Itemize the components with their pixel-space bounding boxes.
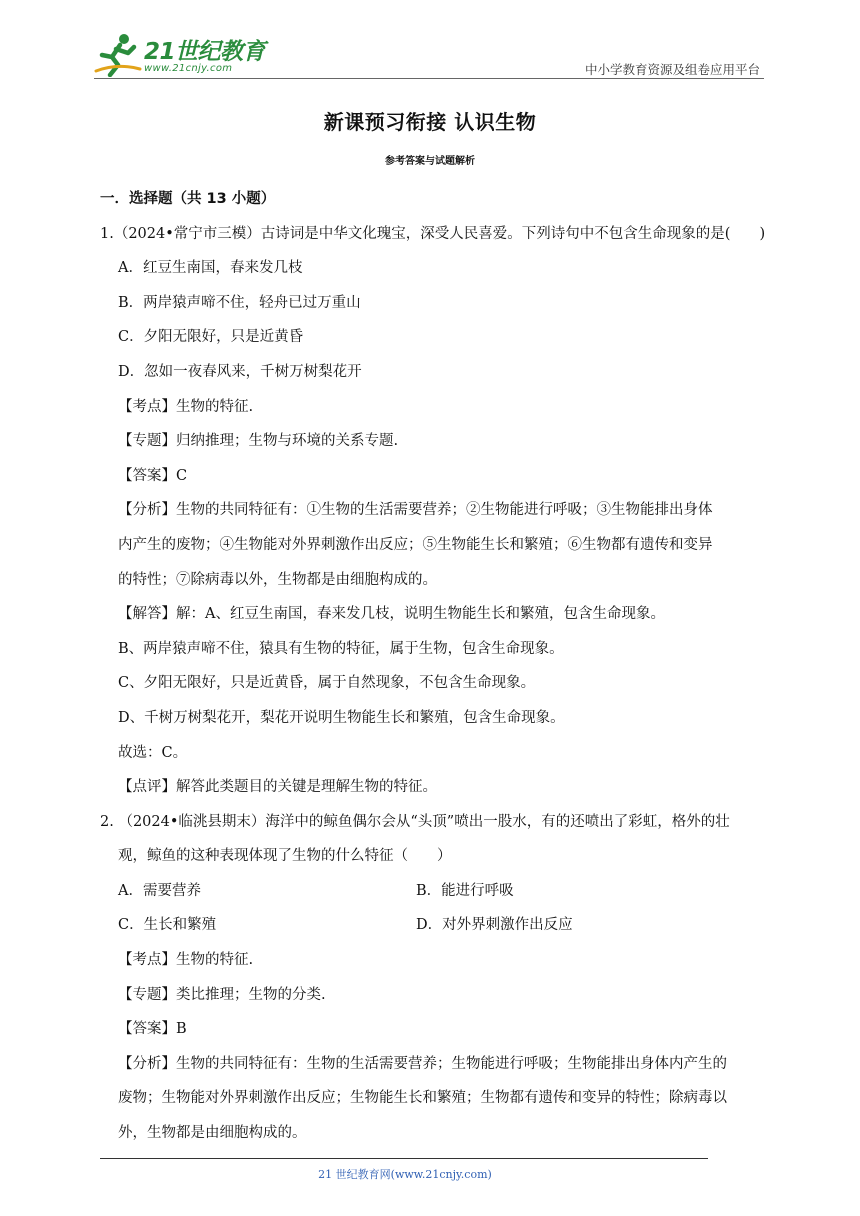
question-1-stem: 1.（2024•常宁市三模）古诗词是中华文化瑰宝，深受人民喜爱。下列诗句中不包含生命现象的是( ) <box>100 225 766 242</box>
question-1-option-b: B．两岸猿声啼不住，轻舟已过万重山 <box>118 294 361 311</box>
question-1-solution-line: B、两岸猿声啼不住，猿具有生物的特征，属于生物，包含生命现象。 <box>118 640 564 657</box>
question-2-option-c: C．生长和繁殖 <box>118 917 217 934</box>
page-title: 新课预习衔接 认识生物 <box>323 110 537 134</box>
question-2-option-b: B．能进行呼吸 <box>416 882 514 899</box>
question-2-option-a: A．需要营养 <box>118 882 201 899</box>
question-1-option-c: C．夕阳无限好，只是近黄昏 <box>118 329 304 346</box>
question-2-stem-continued: 观，鲸鱼的这种表现体现了生物的什么特征（ ） <box>118 848 452 865</box>
page-subtitle: 参考答案与试题解析 <box>385 156 475 167</box>
question-2-option-d: D．对外界刺激作出反应 <box>416 917 573 934</box>
question-2-stem: 2. （2024•临洮县期末）海洋中的鲸鱼偶尔会从“头顶”喷出一股水，有的还喷出了彩虹，格外的壮 <box>100 813 730 830</box>
footer-divider <box>100 1158 708 1159</box>
question-1-comment: 【点评】解答此类题目的关键是理解生物的特征。 <box>118 779 437 796</box>
document-body <box>100 182 765 1151</box>
site-logo[interactable] <box>94 33 264 79</box>
header-divider <box>94 78 764 79</box>
logo-url: www.21cnjy.com <box>144 63 233 74</box>
question-1-solution-line: 【解答】解：A、红豆生南国，春来发几枝，说明生物能生长和繁殖，包含生命现象。 <box>118 606 665 623</box>
runner-icon <box>94 33 142 77</box>
question-1-option-a: A．红豆生南国，春来发几枝 <box>118 260 303 277</box>
question-1-solution-line: D、千树万树梨花开，梨花开说明生物能生长和繁殖，包含生命现象。 <box>118 709 565 726</box>
question-1-analysis-line: 的特性；⑦除病毒以外，生物都是由细胞构成的。 <box>118 571 437 588</box>
question-2-kaodian: 【考点】生物的特征. <box>118 952 254 969</box>
page-header <box>0 0 860 90</box>
footer-link[interactable]: 21 世纪教育网(www.21cnjy.com) <box>318 1168 492 1181</box>
logo-text: 21世纪教育 <box>144 39 266 65</box>
question-1-analysis-line: 内产生的废物；④生物能对外界刺激作出反应；⑤生物能生长和繁殖；⑥生物都有遗传和变异 <box>118 536 713 553</box>
question-2-options-row <box>100 874 765 909</box>
question-2-analysis-line: 废物；生物能对外界刺激作出反应；生物能生长和繁殖；生物都有遗传和变异的特性；除病毒以 <box>118 1090 727 1107</box>
question-2-options-row <box>100 908 765 943</box>
question-1-solution-line: C、夕阳无限好，只是近黄昏，属于自然现象，不包含生命现象。 <box>118 675 536 692</box>
question-1-zhuanti: 【专题】归纳推理；生物与环境的关系专题. <box>118 433 399 450</box>
question-1-solution-line: 故选：C。 <box>118 744 188 761</box>
question-2-zhuanti: 【专题】类比推理；生物的分类. <box>118 986 326 1003</box>
question-1-kaodian: 【考点】生物的特征. <box>118 398 254 415</box>
question-1-analysis-line: 【分析】生物的共同特征有：①生物的生活需要营养；②生物能进行呼吸；③生物能排出身体 <box>118 502 713 519</box>
question-2-answer: 【答案】B <box>118 1021 187 1038</box>
section-heading: 一．选择题（共 13 小题） <box>100 191 276 207</box>
question-2-analysis-line: 外，生物都是由细胞构成的。 <box>118 1125 307 1142</box>
question-2-analysis-line: 【分析】生物的共同特征有：生物的生活需要营养；生物能进行呼吸；生物能排出身体内产生的 <box>118 1055 727 1072</box>
question-1-answer: 【答案】C <box>118 467 188 484</box>
platform-name: 中小学教育资源及组卷应用平台 <box>584 62 760 77</box>
question-1-option-d: D．忽如一夜春风来，千树万树梨花开 <box>118 363 362 380</box>
